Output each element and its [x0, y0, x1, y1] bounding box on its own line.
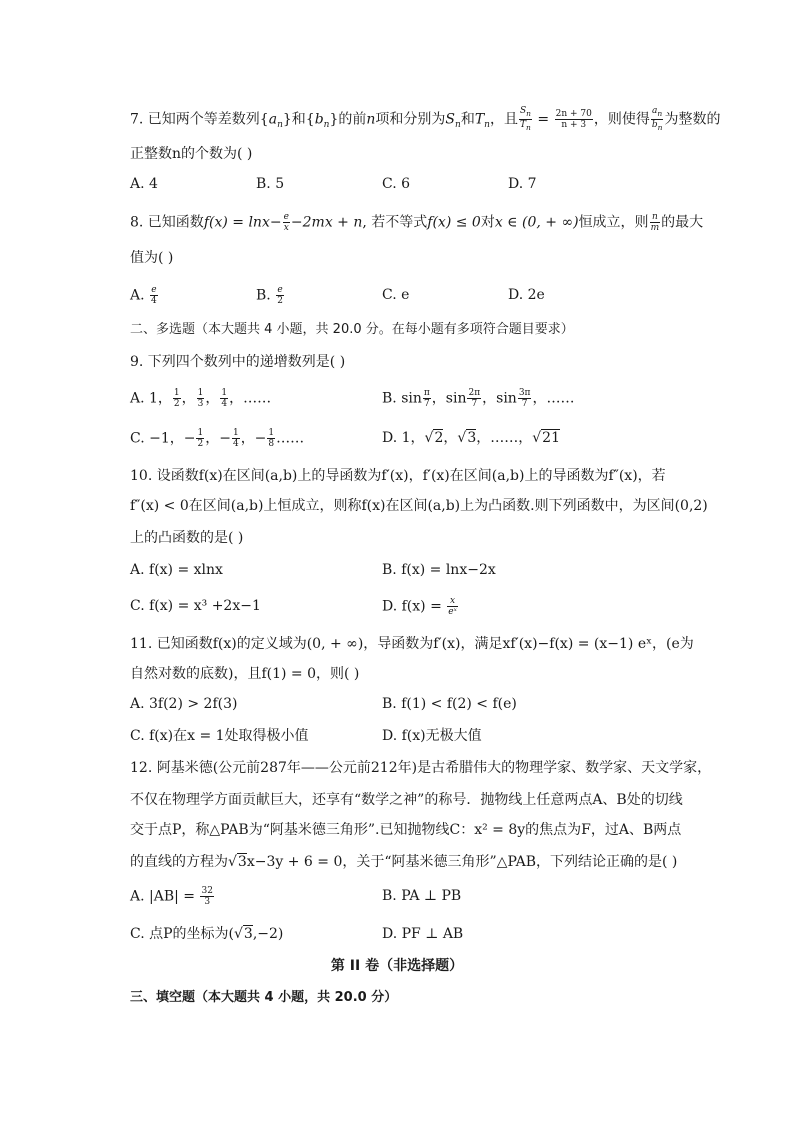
q7-frac-ab: $\frac{a_n}{b_n}$ [651, 106, 663, 132]
q11-line1: 11. 已知函数f(x)的定义域为(0, + ∞)，导函数为f′(x)，满足xf′(x)−f(x) = (x−1) eˣ，(e为 [130, 636, 694, 652]
q8-option-a[interactable]: A. $\frac{e}{4}$ [130, 285, 157, 306]
q8-option-c[interactable]: C. e [382, 287, 410, 303]
q7-S: S [445, 111, 456, 128]
q7-text: 为整数的 [664, 111, 721, 128]
q10-option-c[interactable]: C. f(x) = x³ +2x−1 [130, 598, 261, 614]
q10-line1: 10. 设函数f(x)在区间(a,b)上的导函数为f′(x)，f′(x)在区间(a,b)上的导函数为f″(x)，若 [130, 468, 666, 484]
q8-frac-n-m: $\frac{n}{m}$ [650, 212, 660, 233]
q9-option-c[interactable]: C. −1，− $\frac{1}{2}$ ，− $\frac{1}{4}$ ，− $\frac{1}{8}$ …… [130, 428, 305, 449]
part-2-title: 第 II 卷（非选择题） [330, 958, 464, 974]
q7-bn: b [314, 111, 324, 128]
q10-line2: f″(x) < 0在区间(a,b)上恒成立，则称f(x)在区间(a,b)上为凸函数.则下列函数中，为区间(0,2) [130, 498, 708, 514]
q8-option-d[interactable]: D. 2e [508, 287, 545, 303]
q10-option-a[interactable]: A. f(x) = xlnx [130, 562, 223, 578]
q11-line2: 自然对数的底数)，且f(1) = 0，则( ) [130, 666, 360, 682]
q7-text: 7. 已知两个等差数列{ [130, 111, 269, 128]
section-2-heading: 二、多选题（本大题共 4 小题，共 20.0 分。在每小题有多项符合题目要求） [130, 322, 574, 337]
q9-option-a[interactable]: A. 1， $\frac{1}{2}$ ， $\frac{1}{3}$ ， $\frac{1}{4}$ ，…… [130, 388, 272, 409]
q12-option-d[interactable]: D. PF ⊥ AB [382, 926, 464, 942]
section-3-heading: 三、填空题（本大题共 4 小题，共 20.0 分） [130, 990, 398, 1005]
q12-option-a[interactable]: A. |AB| = $\frac{32}{3}$ [130, 886, 213, 907]
q7-text: 和 [460, 111, 475, 128]
q10-line3: 上的凸函数的是( ) [130, 530, 244, 546]
q9-stem: 9. 下列四个数列中的递增数列是( ) [130, 354, 346, 370]
q7-option-a[interactable]: A. 4 [130, 176, 158, 192]
q8-line1: 8. 已知函数f(x) = lnx− $\frac{e}{x}$ −2mx + n, 若不等式f(x) ≤ 0对x ∈ (0, + ∞)恒成立，则 $\frac{n}{m}$ 的最大 [130, 212, 704, 233]
q8-line2: 值为( ) [130, 250, 174, 266]
q7-line1: 7. 已知两个等差数列$\{a_n\}$和$\{b_n\}$的前n项和分别为$S_n$和$T_n$，且 $\frac{S_n}{T_n}$ = $\frac{2n + 70}{n + 3}$ ，则使得 $\frac{a_n}{b_n}$ 为整数的 [130, 106, 721, 132]
q12-option-c[interactable]: C. 点P的坐标为(√3,−2) [130, 926, 284, 942]
q12-line3: 交于点P，称△PAB为“阿基米德三角形”.已知抛物线C：x² = 8y的焦点为F，过A、B两点 [130, 822, 682, 838]
q8-frac-e-x: $\frac{e}{x}$ [283, 212, 289, 233]
q11-option-d[interactable]: D. f(x)无极大值 [382, 728, 482, 744]
q7-frac-ST: $\frac{S_n}{T_n}$ [519, 106, 531, 132]
q7-text: }的前 [329, 111, 367, 128]
q7-text: ，且 [489, 111, 518, 128]
q7-option-c[interactable]: C. 6 [382, 176, 411, 192]
q7-option-d[interactable]: D. 7 [508, 176, 537, 192]
q7-text: ，则使得 [593, 111, 650, 128]
q7-option-b[interactable]: B. 5 [256, 176, 285, 192]
q7-n: n [366, 111, 376, 128]
q7-frac-main: $\frac{2n + 70}{n + 3}$ [555, 108, 592, 130]
q8-option-b[interactable]: B. $\frac{e}{2}$ [256, 285, 283, 306]
q12-option-b[interactable]: B. PA ⊥ PB [382, 888, 462, 904]
q7-T: T [474, 111, 485, 128]
q12-line1: 12. 阿基米德(公元前287年——公元前212年)是古希腊伟大的物理学家、数学家、天文学家， [130, 760, 712, 776]
q7-text: 项和分别为 [375, 111, 446, 128]
q9-option-d[interactable]: D. 1，√2，√3，……，√21 [382, 430, 560, 446]
q10-option-b[interactable]: B. f(x) = lnx−2x [382, 562, 496, 578]
q11-option-c[interactable]: C. f(x)在x = 1处取得极小值 [130, 728, 309, 744]
q10-option-d[interactable]: D. f(x) = $\frac{x}{\text{eˣ}}$ [382, 596, 457, 617]
q9-option-b[interactable]: B. sin $\frac{\pi}{7}$ ，sin $\frac{2\pi}{7}$ ，sin $\frac{3\pi}{7}$ ，…… [382, 388, 575, 409]
q7-an: a [268, 111, 278, 128]
q12-line2: 不仅在物理学方面贡献巨大，还享有“数学之神”的称号．抛物线上任意两点A、B处的切线 [130, 792, 683, 808]
q7-line2: 正整数n的个数为( ) [130, 146, 253, 162]
q11-option-a[interactable]: A. 3f(2) > 2f(3) [130, 696, 238, 712]
q11-option-b[interactable]: B. f(1) < f(2) < f(e) [382, 696, 517, 712]
q7-text: }和{ [282, 111, 315, 128]
q12-line4: 的直线的方程为√3x−3y + 6 = 0，关于“阿基米德三角形”△PAB，下列结论正确的是( ) [130, 854, 678, 870]
